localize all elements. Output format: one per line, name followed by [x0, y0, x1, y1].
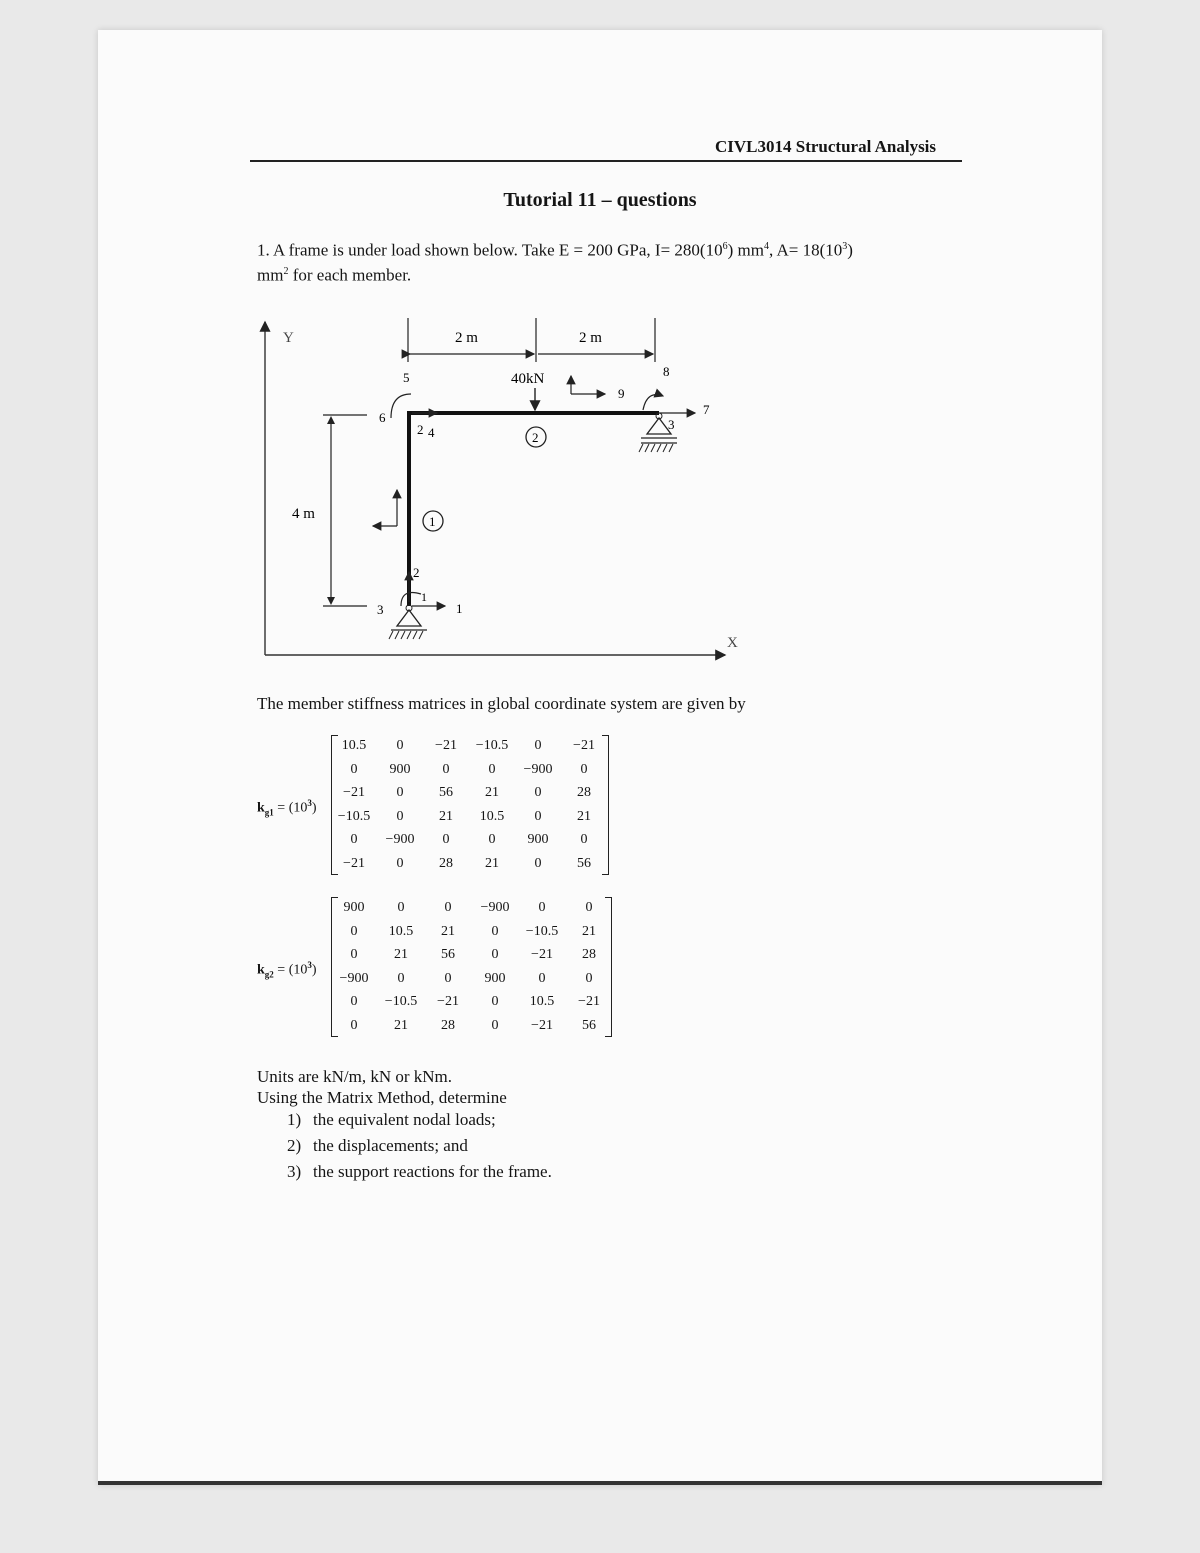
matrix-2-cell: −900 [480, 900, 510, 915]
dof-6: 6 [379, 410, 386, 425]
dof-3: 3 [377, 602, 384, 617]
matrix-2-cell: 10.5 [529, 994, 555, 1009]
matrix-1-cell: −21 [343, 785, 365, 800]
frame-diagram [255, 310, 745, 665]
matrix-1-cell: 10.5 [479, 808, 505, 824]
matrix-2-cell: 21 [441, 923, 455, 939]
method-line: Using the Matrix Method, determine [257, 1088, 507, 1107]
matrix-1-cell: 900 [389, 761, 411, 777]
matrix-2-cell: 0 [397, 970, 405, 986]
span-right-label: 2 m [579, 330, 602, 346]
matrix-1-cell: −21 [343, 855, 365, 871]
node-1-label: 1 [421, 590, 427, 604]
dof-4: 4 [428, 425, 435, 440]
matrix-1-cell: 56 [577, 855, 591, 871]
matrix-1-left-bracket [331, 735, 338, 875]
matrix-2-cell: −10.5 [384, 994, 418, 1009]
matrix-1-cell: 21 [577, 808, 591, 824]
matrix-intro: The member stiffness matrices in global coordinate system are given by [257, 694, 746, 713]
matrix-2-cell: 28 [441, 1017, 455, 1033]
matrix-2-cell: 0 [444, 900, 452, 915]
matrix-1-cell: 0 [350, 761, 358, 777]
matrix-1-cell: 21 [485, 855, 499, 871]
matrix-1-cell: 10.5 [341, 738, 367, 753]
node-2-label: 2 [417, 422, 424, 437]
matrix-2-cell: 0 [585, 900, 593, 915]
matrix-2-cell: 900 [484, 970, 506, 986]
height-label: 4 m [292, 506, 315, 522]
matrix-1-cell: 56 [439, 785, 453, 800]
matrix-2-cell: −900 [339, 970, 369, 986]
matrix-2-cell: 0 [491, 923, 499, 939]
page-title: Tutorial 11 – questions [503, 189, 697, 211]
dof-1: 1 [456, 601, 463, 616]
matrix-1-cell: 28 [439, 855, 453, 871]
node-3-label: 3 [668, 417, 675, 432]
units-line: Units are kN/m, kN or kNm. [257, 1067, 453, 1086]
instructions [257, 1066, 507, 1108]
span-left-label: 2 m [455, 330, 478, 346]
matrix-1-cell: 0 [396, 808, 404, 824]
matrix-1-cell: −21 [435, 738, 457, 753]
matrix-1-cell: −10.5 [337, 808, 371, 824]
matrix-1-cell: 0 [350, 832, 358, 847]
task-item: 2) the displacements; and [287, 1136, 468, 1155]
matrix-2-cell: 21 [394, 947, 408, 962]
matrix-2-cell: 0 [350, 994, 358, 1009]
question-text: 1. A frame is under load shown below. Take E = 200 GPa, $I= 280(10^6)$ $mm^4$, $A= 18(10^3)$ $mm^2$ for each member. [257, 240, 853, 285]
matrix-2-label: $k_{g2} = (10^3)$ [257, 960, 317, 980]
matrix-2-cell: −10.5 [525, 923, 559, 939]
task-item: 3) the support reactions for the frame. [287, 1162, 552, 1181]
matrix-1-cell: 0 [534, 785, 542, 800]
matrix-2-cell: 900 [343, 900, 365, 915]
matrix-2-cell: 0 [444, 970, 452, 986]
matrix-2-left-bracket [331, 897, 338, 1037]
matrix-1-cell: 0 [534, 808, 542, 824]
matrix-1-cell: 0 [488, 832, 496, 847]
matrix-2-cell: −21 [531, 1017, 553, 1033]
axis-y-label: Y [283, 330, 294, 346]
matrix-2-cell: 10.5 [388, 923, 414, 939]
matrix-1-cell: 21 [439, 808, 453, 824]
task-item: 1) the equivalent nodal loads; [287, 1110, 496, 1129]
matrix-2-cell: 0 [350, 923, 358, 939]
dof-7: 7 [703, 402, 710, 417]
matrix-1-cell: −10.5 [475, 738, 509, 753]
matrix-1-cell: 0 [396, 855, 404, 871]
matrix-2-cell: 0 [350, 947, 358, 962]
matrix-1-cell: 0 [442, 832, 450, 847]
matrix-1-cell: 28 [577, 785, 591, 800]
matrix-1-cell: 0 [396, 738, 404, 753]
dof-5: 5 [403, 370, 410, 385]
matrix-2-right-bracket [605, 897, 612, 1037]
matrix-2-cell: 0 [538, 900, 546, 915]
matrix-2-cell: 0 [397, 900, 405, 915]
dof-2: 2 [413, 565, 420, 580]
matrix-1-cell: 0 [396, 785, 404, 800]
matrix-1-right-bracket [602, 735, 609, 875]
matrix-2-cell: 0 [538, 970, 546, 986]
matrix-1-cell: 21 [485, 785, 499, 800]
matrix-2-cell: 0 [350, 1017, 358, 1033]
member-2-label: 2 [532, 430, 539, 445]
member-1-label: 1 [429, 514, 436, 529]
matrix-2-cell: −21 [437, 994, 459, 1009]
matrix-2-cell: −21 [578, 994, 600, 1009]
matrix-1-cell: 0 [534, 855, 542, 871]
task-list [287, 1107, 552, 1185]
matrix-1-cell: −21 [573, 738, 595, 753]
matrix-2-cell: 28 [582, 947, 596, 962]
matrix-2-cell: 56 [441, 947, 455, 962]
matrix-1-cell: −900 [385, 832, 415, 847]
matrix-1-cell: 0 [580, 761, 588, 777]
matrix-2-cell: 0 [585, 970, 593, 986]
dof-9: 9 [618, 386, 625, 401]
pin-support [397, 610, 421, 626]
matrix-1-cell: 900 [527, 832, 549, 847]
matrix-2-cell: 56 [582, 1017, 596, 1033]
axis-x-label: X [727, 635, 738, 651]
load-label: 40kN [511, 371, 545, 387]
matrix-2-cell: 0 [491, 994, 499, 1009]
matrix-1-cell: 0 [488, 761, 496, 777]
matrix-2-cell: −21 [531, 947, 553, 962]
header-rule [250, 160, 962, 162]
matrix-1-cell: 0 [534, 738, 542, 753]
matrix-1-cell: 0 [442, 761, 450, 777]
course-header: CIVL3014 Structural Analysis [715, 137, 937, 156]
matrix-2-cell: 21 [582, 923, 596, 939]
matrix-2-cell: 0 [491, 947, 499, 962]
matrix-2-cell: 0 [491, 1017, 499, 1033]
matrix-2-cell: 21 [394, 1017, 408, 1033]
matrix-1-label: $k_{g1} = (10^3)$ [257, 798, 317, 818]
matrix-1-cell: 0 [580, 832, 588, 847]
dof-8: 8 [663, 364, 670, 379]
matrix-1-cell: −900 [523, 761, 553, 777]
